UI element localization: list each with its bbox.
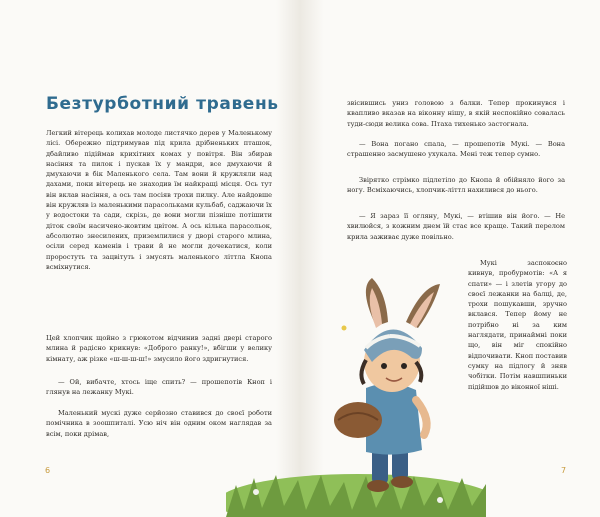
- eye-icon: [401, 363, 407, 369]
- flower: [437, 497, 443, 503]
- boy-boot: [367, 480, 389, 492]
- chapter-title: Безтурботний травень: [46, 94, 279, 114]
- paragraph: Звірятко стрімко підлетіло до Кнопа й обійняло його за ногу. Всміхаючись, хлопчик-літтл нахилився до нього.: [347, 176, 565, 195]
- boy-illustration: [226, 270, 486, 517]
- boy-boot: [391, 476, 413, 488]
- paragraph: Маленький мускі дуже серйозно ставився до своєї роботи помічника в зоошпиталі. Усю ніч він одним оком наглядав за всім, поки дрімав,: [46, 409, 272, 438]
- flower: [253, 489, 259, 495]
- paragraph: Мукі заспокоєно кивнув, пробурмотів: «А я спати» — і злетів угору до своєї лежанки на балці, де, трохи пошукавши, зручно вклався. Тепер йому не потрібно ні за ким наглядати, принаймні поки що, він міг спокійно відпочивати. Кноп поставив сумку на підлогу й зняв чобітки. Потім навшпиньки підійшов до віконної ніші.: [468, 259, 567, 391]
- paragraph: Легкий вітерець колихав молоде листячко дерев у Маленькому лісі. Обережно підтримував під крила дрібненьких пташок, дбайливо підіймав крихітних комах у повітря. Він збирав насіння та пилок і пускав їх у мандри, все дмухаючи й дмухаючи в бік Маленького села. Там вони й кружляли над дахами, поки вітерець не знаходив їм найкращі місця. Ось тут він вклав насіння, а ось там посіяв трохи пилку. Але найдовше він кружляв із маленькими парасольками кульбаб, саджаючи їх у водостоки та сади, скрізь, де вони могли пізніше потішити діток своїм насичено-жовтим цвітом. А ось кілька парасольок, абсолютно знесилених, приземлилися у дворі старого млина, осіли серед каменів і трави й не могли дочекатися, коли проростуть та зацвітуть і змусять маленького літтла Кнопа всміхнутися.: [46, 129, 272, 271]
- paragraph: — Ой, вибачте, хтось іще спить? — прошепотів Кноп і глянув на лежанку Мукі.: [46, 378, 272, 397]
- page-number-left: 6: [45, 466, 51, 475]
- paragraph: Цей хлопчик щойно з грюкотом відчинив задні двері старого млина й радісно крикнув: «Доброго ранку!», вбігши у велику кімнату, аж різке «ш-ш-ш-ш!» змусило його здригнутися.: [46, 334, 272, 363]
- paragraph: — Вона погано спала, — прошепотів Мукі. — Вона страшенно засмушено ухукала. Мені теж тепер сумно.: [347, 140, 565, 159]
- paragraph: — Я зараз її огляну, Мукі, — втішив він його. — Не хвилюйся, з кожним днем їй стає все краще. Такий перелом крила заживає дуже повільно.: [347, 212, 565, 241]
- bee-icon: [342, 326, 347, 331]
- page-number-right: 7: [561, 466, 567, 475]
- paragraph: звісившись униз головою з балки. Тепер прокинувся і квапливо вказав на віконну нішу, в якій неспокійно совалась туди-сюди велика сова. Птаха тихенько застогнала.: [347, 99, 565, 128]
- eye-icon: [381, 363, 387, 369]
- bag: [334, 402, 382, 438]
